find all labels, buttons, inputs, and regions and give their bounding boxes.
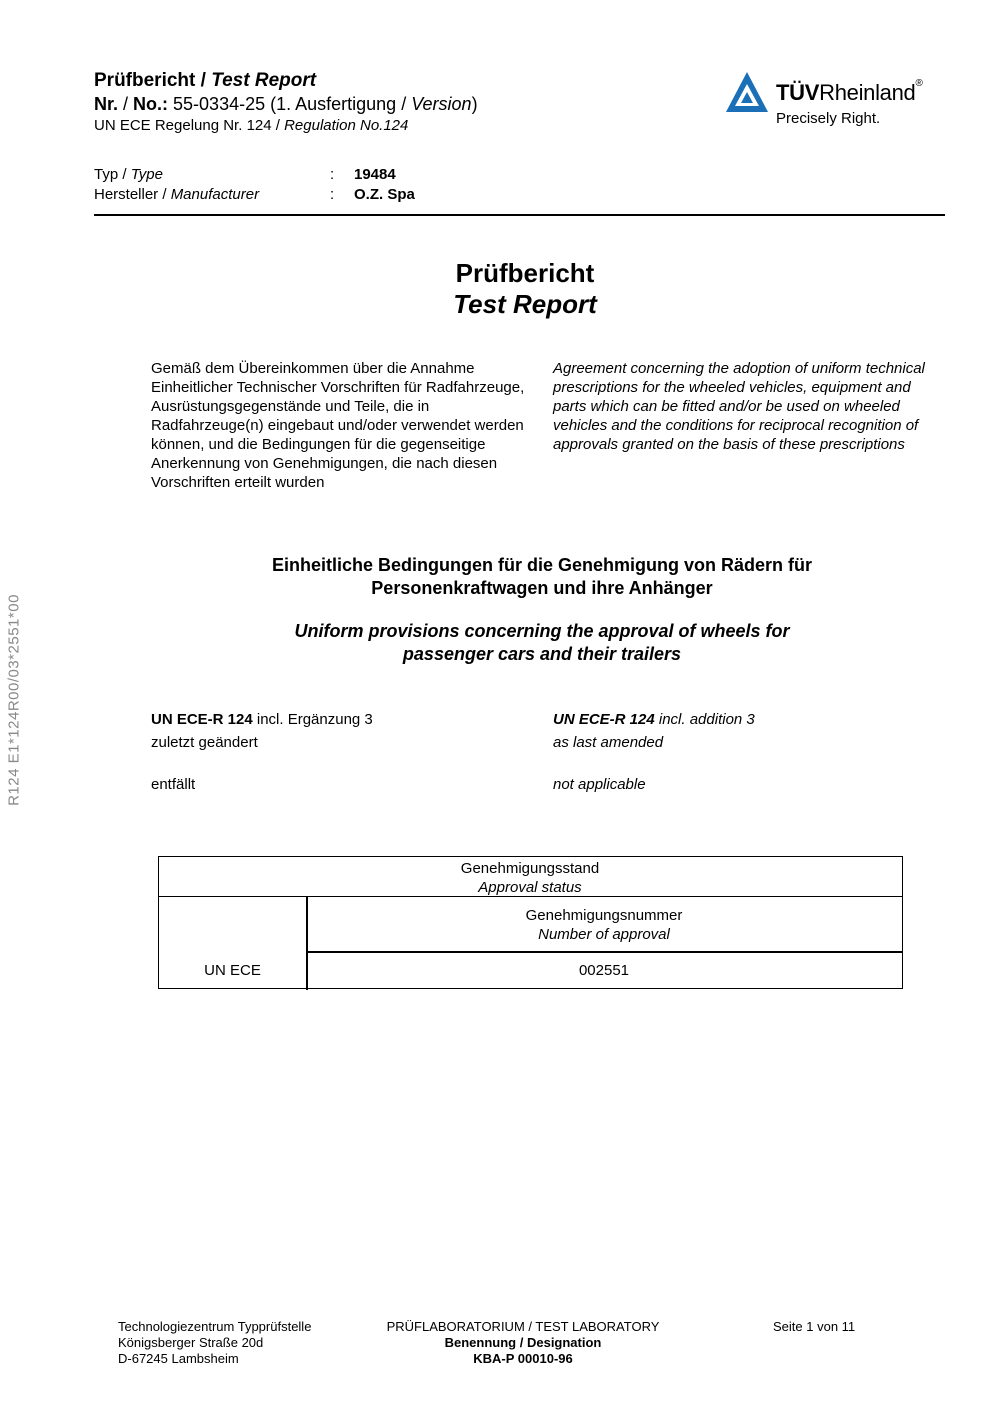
footer-designation-en: Designation	[526, 1335, 602, 1350]
table-header	[159, 859, 901, 897]
regulation-title-de-line1: Einheitliche Bedingungen für die Genehmigung von Rädern für	[271, 555, 813, 575]
report-number-version: Version	[411, 94, 472, 114]
meta-manufacturer-value: O.Z. Spa	[354, 186, 415, 203]
regulation-ref-de	[151, 711, 373, 728]
meta-type-label-de: Typ /	[94, 166, 131, 183]
agreement-text-en: Agreement concerning the adoption of uniform technical prescriptions for the wheeled vehicles, equipment and parts which can be fitted and/or be used on wheeled vehicles and the conditions for reciprocal recognition of approvals granted on the basis of these prescriptions	[553, 360, 925, 453]
report-number-value: 55-0334-25 (1. Ausfertigung /	[168, 94, 412, 114]
report-title	[94, 70, 316, 92]
meta-type-label	[94, 166, 163, 183]
meta-manufacturer-label-en: Manufacturer	[170, 186, 260, 203]
meta-manufacturer-label-de: Hersteller /	[94, 186, 171, 203]
regulation-na-en: not applicable	[553, 776, 646, 793]
logo-tagline: Precisely Right.	[776, 110, 881, 127]
meta-type-value: 19484	[354, 166, 396, 183]
table-row-value: 002551	[578, 962, 630, 979]
meta-type-colon: :	[330, 166, 335, 183]
regulation-ref-en	[553, 711, 755, 728]
footer-lab-title: PRÜFLABORATORIUM / TEST LABORATORY	[386, 1319, 660, 1334]
footer-designation-value: KBA-P 00010-96	[473, 1351, 573, 1366]
regulation-amended-en: as last amended	[553, 734, 664, 751]
regulation-title-en-line2: passenger cars and their trailers	[402, 644, 682, 664]
footer-designation	[340, 1335, 706, 1351]
regulation-ref-en-rest: incl. addition 3	[654, 711, 755, 728]
footer-address-line3: D-67245 Lambsheim	[118, 1351, 239, 1366]
regulation-title-en	[0, 620, 992, 666]
regulation-amended-de: zuletzt geändert	[151, 734, 258, 751]
footer-address	[118, 1319, 311, 1367]
footer-address-line1: Technologiezentrum Typprüfstelle	[118, 1319, 312, 1334]
report-title-en: Test Report	[211, 70, 317, 91]
table-row-label: UN ECE	[204, 962, 261, 979]
table-rule-row	[307, 951, 903, 953]
regulation-ref-de-rest: incl. Ergänzung 3	[252, 711, 373, 728]
regulation-ref-en-bold: UN ECE-R 124	[553, 711, 655, 728]
logo-brand-bold: TÜV	[776, 80, 820, 105]
regulation-ref-de-bold: UN ECE-R 124	[151, 711, 253, 728]
footer-designation-sep: /	[516, 1335, 527, 1350]
tuv-logo	[724, 68, 944, 132]
table-header-en: Approval status	[478, 879, 582, 896]
table-header-de: Genehmigungsstand	[460, 860, 600, 877]
regulation-na-de: entfällt	[151, 776, 196, 793]
meta-type-label-en: Type	[130, 166, 163, 183]
table-column-header-de: Genehmigungsnummer	[525, 907, 683, 924]
tuv-triangle-icon	[724, 70, 770, 116]
report-number-label-en: No.:	[133, 94, 169, 114]
table-column-header	[307, 906, 901, 944]
meta-manufacturer-colon: :	[330, 186, 335, 203]
report-number-label-sep: /	[118, 94, 134, 114]
report-number-close: )	[471, 94, 478, 114]
regulation-title-de	[0, 554, 992, 600]
agreement-text-de: Gemäß dem Übereinkommen über die Annahme Einheitlicher Technischer Vorschriften für Radfahrzeuge, Ausrüstungsgegenstände und Teile, die in Radfahrzeuge(n) eingebaut und/oder verwendet werden können, und die Bedingungen für die gegenseitige Anerkennung von Genehmigungen, die nach diesen Vorschriften erteilt wurden	[151, 360, 525, 491]
side-approval-code: R124 E1*124R00/03*2551*00	[5, 594, 23, 806]
report-regulation	[94, 117, 408, 134]
footer-lab	[340, 1319, 706, 1367]
header-divider	[94, 214, 945, 216]
approval-status-table	[158, 856, 903, 989]
report-title-sep: /	[195, 70, 212, 91]
regulation-title-en-line1: Uniform provisions concerning the approval of wheels for	[294, 621, 790, 641]
report-regulation-en: Regulation No.124	[284, 117, 409, 134]
logo-brand-rest: Rheinland	[819, 80, 916, 105]
meta-manufacturer-label	[94, 186, 259, 203]
main-title-de: Prüfbericht	[455, 258, 595, 288]
report-regulation-de: UN ECE Regelung Nr. 124 /	[94, 117, 285, 134]
footer-designation-de: Benennung	[444, 1335, 517, 1350]
footer-address-line2: Königsberger Straße 20d	[118, 1335, 264, 1350]
report-number	[94, 94, 478, 115]
logo-registered: ®	[915, 78, 923, 89]
main-title-en: Test Report	[453, 289, 597, 319]
report-title-de: Prüfbericht	[94, 70, 196, 91]
logo-brand	[776, 80, 923, 106]
regulation-title-de-line2: Personenkraftwagen und ihre Anhänger	[371, 578, 713, 598]
report-number-label-de: Nr.	[94, 94, 119, 114]
page-number: Seite 1 von 11	[773, 1319, 856, 1334]
main-title	[0, 258, 992, 320]
table-column-header-en: Number of approval	[538, 926, 670, 943]
